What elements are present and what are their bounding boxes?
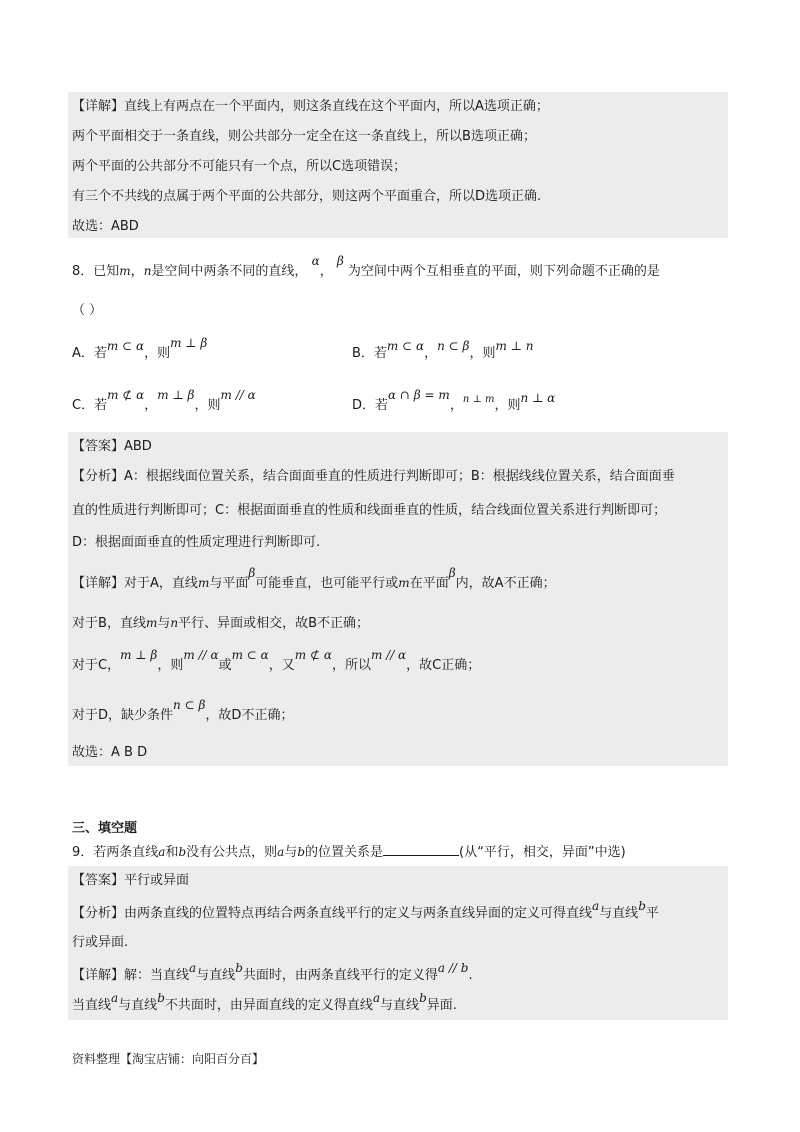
q8-analysis-line1: 【分析】A：根据线面位置关系，结合面面垂直的性质进行判断即可；B：根据线线位置关系，结合面面垂 xyxy=(72,469,675,484)
q8-option-d: D．若α ∩ β = m，$^{n \perp m}$，则n ⊥ α xyxy=(352,388,556,413)
q9-stem: 9．若两条直线a和b没有公共点，则a与b的位置关系是 (从“平行，相交，异面”中选) xyxy=(72,842,626,862)
q8-option-c: C．若m ⊄ α，m ⊥ β，则m // α xyxy=(72,388,256,413)
q9-analysis-line2: 行或异面. xyxy=(72,935,129,950)
q9-analysis-line1: 【分析】由两条直线的位置特点再结合两条直线平行的定义与两条直线异面的定义可得直线a与直线b平 xyxy=(72,899,659,921)
q7-detail-line4: 有三个不共线的点属于两个平面的公共部分，则这两个平面重合，所以D选项正确. xyxy=(72,189,542,204)
page-footer: 资料整理【淘宝店铺：向阳百分百】 xyxy=(72,1052,265,1066)
q7-detail-line2: 两个平面相交于一条直线，则公共部分一定全在这一条直线上，所以B选项正确； xyxy=(72,129,536,144)
q9-detail-line2: 当直线a与直线b不共面时，由异面直线的定义得直线a与直线b异面. xyxy=(72,991,457,1013)
q8-detail-a: 【详解】对于A，直线m与平面β可能垂直，也可能平行或m在平面β内，故A不正确； xyxy=(72,566,556,591)
q8-paren: （ ） xyxy=(72,303,103,318)
section-heading: 三、填空题 xyxy=(72,821,138,836)
answer-blank xyxy=(383,842,459,856)
q9-answer: 【答案】平行或异面 xyxy=(72,873,190,888)
q8-detail-d: 对于D，缺少条件n ⊂ β，故D不正确； xyxy=(72,698,294,723)
q9-detail-line1: 【详解】解：当直线a与直线b共面时，由两条直线平行的定义得a // b. xyxy=(72,961,473,983)
q8-stem: 8．已知m，n是空间中两条不同的直线， α， β 为空间中两个互相垂直的平面，则下列命题不正确的是 xyxy=(72,254,660,279)
q8-analysis-line2: 直的性质进行判断即可；C：根据面面垂直的性质和线面垂直的性质，结合线面位置关系进行判断即可； xyxy=(72,503,667,518)
q7-detail-line1: 【详解】直线上有两点在一个平面内，则这条直线在这个平面内，所以A选项正确； xyxy=(72,99,549,114)
q8-detail-b: 对于B，直线m与n平行、异面或相交，故B不正确； xyxy=(72,616,370,631)
q8-answer: 【答案】ABD xyxy=(72,439,152,454)
q8-choice: 故选：A B D xyxy=(72,745,148,760)
q8-option-a: A．若m ⊂ α，则m ⊥ β xyxy=(72,336,208,361)
q8-analysis-line3: D：根据面面垂直的性质定理进行判断即可. xyxy=(72,535,321,550)
q7-choice: 故选：ABD xyxy=(72,219,139,234)
q8-detail-c: 对于C，m ⊥ β，则m // α或m ⊂ α，又m ⊄ α，所以m // α，故C正确； xyxy=(72,648,481,673)
q8-option-b: B．若m ⊂ α，n ⊂ β，则m ⊥ n xyxy=(352,339,534,361)
q7-detail-line3: 两个平面的公共部分不可能只有一个点，所以C选项错误； xyxy=(72,159,407,174)
